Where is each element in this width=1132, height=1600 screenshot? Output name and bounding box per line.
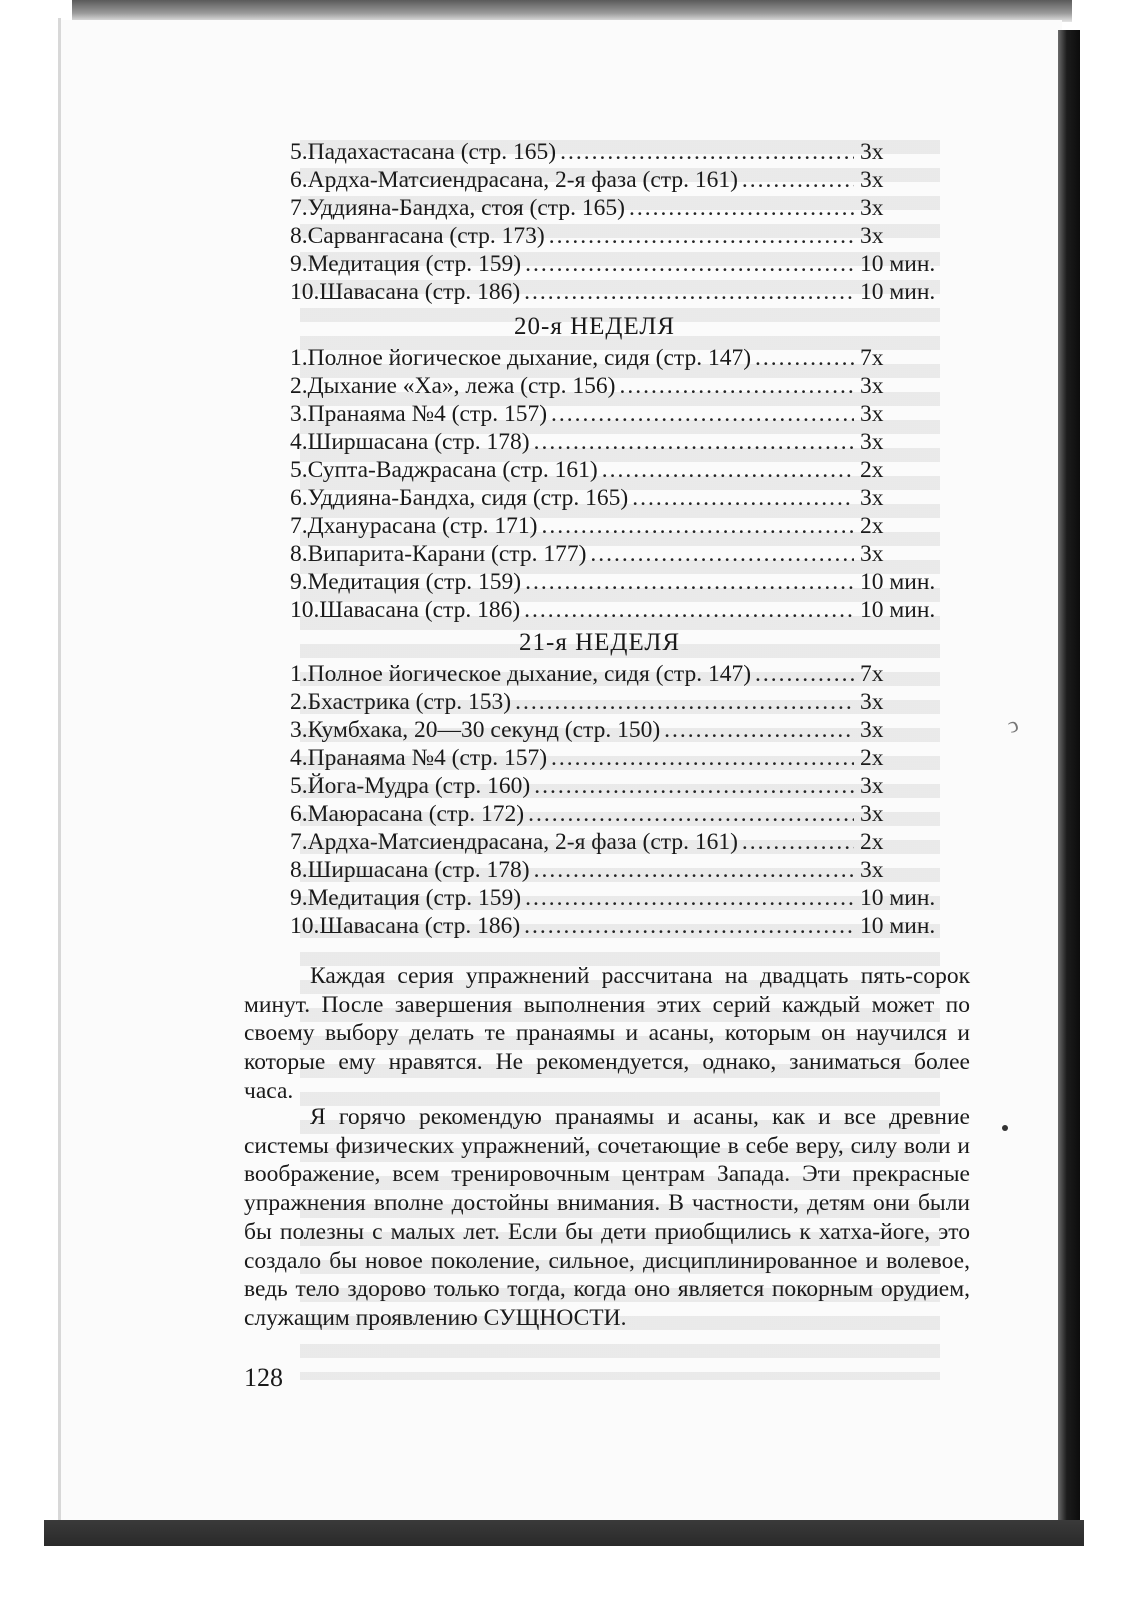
exercise-duration: 10 мин. bbox=[860, 597, 936, 623]
list-item bbox=[290, 884, 942, 912]
scan-right-edge bbox=[1058, 30, 1080, 1540]
dot-leader bbox=[755, 660, 854, 688]
list-item bbox=[290, 568, 942, 596]
list-item bbox=[290, 540, 942, 568]
page-number: 128 bbox=[244, 1363, 283, 1392]
list-item bbox=[290, 716, 942, 744]
exercise-label: 6.Ардха-Матсиендрасана, 2-я фаза (стр. 161) bbox=[290, 167, 738, 193]
list-item bbox=[290, 194, 942, 222]
list-item bbox=[290, 428, 942, 456]
exercise-count: 3х bbox=[860, 857, 884, 883]
list-item bbox=[290, 856, 942, 884]
dot-leader bbox=[524, 596, 854, 624]
exercise-count: 7х bbox=[860, 345, 884, 371]
exercise-label: 10.Шавасана (стр. 186) bbox=[290, 913, 521, 939]
dot-leader bbox=[515, 688, 854, 716]
list-item bbox=[290, 800, 942, 828]
list-item bbox=[290, 456, 942, 484]
dot-leader bbox=[525, 250, 854, 278]
week-21-heading: 21-я НЕДЕЛЯ bbox=[519, 629, 681, 656]
list-item bbox=[290, 772, 942, 800]
list-item bbox=[290, 278, 942, 306]
exercise-label: 1.Полное йогическое дыхание, сидя (стр. 147) bbox=[290, 661, 752, 687]
list-item bbox=[290, 512, 942, 540]
exercise-label: 7.Уддияна-Бандха, стоя (стр. 165) bbox=[290, 195, 625, 221]
dot-leader bbox=[525, 884, 854, 912]
exercise-count: 3х bbox=[860, 429, 884, 455]
exercise-duration: 10 мин. bbox=[860, 251, 936, 277]
exercise-label: 6.Маюрасана (стр. 172) bbox=[290, 801, 525, 827]
exercise-duration: 10 мин. bbox=[860, 885, 936, 911]
list-item bbox=[290, 912, 942, 940]
exercise-duration: 10 мин. bbox=[860, 569, 936, 595]
exercise-label: 3.Кумбхака, 20—30 секунд (стр. 150) bbox=[290, 717, 661, 743]
exercise-count: 3х bbox=[860, 223, 884, 249]
exercise-count: 3х bbox=[860, 717, 884, 743]
exercise-count: 3х bbox=[860, 139, 884, 165]
exercise-label: 7.Ардха-Матсиендрасана, 2-я фаза (стр. 161) bbox=[290, 829, 738, 855]
dot-leader bbox=[525, 568, 854, 596]
exercise-duration: 10 мин. bbox=[860, 279, 936, 305]
dot-leader bbox=[755, 344, 854, 372]
dot-leader bbox=[742, 166, 854, 194]
list-item bbox=[290, 222, 942, 250]
exercise-label: 9.Медитация (стр. 159) bbox=[290, 885, 522, 911]
dot-leader bbox=[551, 744, 854, 772]
exercise-count: 3х bbox=[860, 401, 884, 427]
dot-leader bbox=[534, 856, 854, 884]
exercise-count: 2х bbox=[860, 513, 884, 539]
exercise-count: 3х bbox=[860, 773, 884, 799]
page-left-edge bbox=[58, 18, 61, 1528]
week-20-heading: 20-я НЕДЕЛЯ bbox=[514, 313, 676, 340]
dot-leader bbox=[524, 912, 854, 940]
dot-leader bbox=[620, 372, 854, 400]
exercise-label: 5.Йога-Мудра (стр. 160) bbox=[290, 773, 531, 799]
list-item bbox=[290, 250, 942, 278]
scan-bottom-edge bbox=[44, 1520, 1084, 1546]
dot-leader bbox=[560, 138, 854, 166]
list-item bbox=[290, 344, 942, 372]
exercise-label: 3.Пранаяма №4 (стр. 157) bbox=[290, 401, 548, 427]
exercise-count: 3х bbox=[860, 485, 884, 511]
exercise-label: 10.Шавасана (стр. 186) bbox=[290, 597, 521, 623]
dot-leader bbox=[534, 428, 854, 456]
dot-leader bbox=[551, 400, 854, 428]
list-item bbox=[290, 484, 942, 512]
exercise-label: 8.Випарита-Карани (стр. 177) bbox=[290, 541, 587, 567]
dot-leader bbox=[549, 222, 854, 250]
dot-leader bbox=[632, 484, 854, 512]
exercise-count: 3х bbox=[860, 801, 884, 827]
list-item bbox=[290, 596, 942, 624]
exercise-label: 10.Шавасана (стр. 186) bbox=[290, 279, 521, 305]
exercise-count: 3х bbox=[860, 689, 884, 715]
exercise-label: 7.Дханурасана (стр. 171) bbox=[290, 513, 538, 539]
list-item bbox=[290, 660, 942, 688]
paragraph-series-duration: Каждая серия упражнений рассчитана на двадцать пять-сорок минут. После завершения выполнения этих серий каждый может по своему выбору делать те пранаямы и асаны, которым он научился и которые ему нравятся. Не рекомендуется, однако, заниматься более часа. bbox=[244, 963, 970, 1104]
exercise-count: 2х bbox=[860, 745, 884, 771]
exercise-label: 1.Полное йогическое дыхание, сидя (стр. 147) bbox=[290, 345, 752, 371]
exercise-label: 6.Уддияна-Бандха, сидя (стр. 165) bbox=[290, 485, 629, 511]
exercise-count: 2х bbox=[860, 829, 884, 855]
list-item bbox=[290, 688, 942, 716]
exercise-label: 8.Ширшасана (стр. 178) bbox=[290, 857, 530, 883]
exercise-duration: 10 мин. bbox=[860, 913, 936, 939]
dot-leader bbox=[742, 828, 854, 856]
exercise-label: 5.Супта-Ваджрасана (стр. 161) bbox=[290, 457, 598, 483]
exercise-count: 3х bbox=[860, 167, 884, 193]
dot-leader bbox=[590, 540, 854, 568]
scan-speck bbox=[1002, 1125, 1008, 1131]
exercise-count: 3х bbox=[860, 541, 884, 567]
paragraph-recommendation: Я горячо рекомендую пранаямы и асаны, как и все древние системы физических упражнений, сочетающие в себе веру, силу воли и воображение, всем тренировочным центрам Запада. Эти прекрасные упражнения вполне достойны внимания. В частности, детям они были бы полезны с малых лет. Если бы дети приобщились к хатха-йоге, это создало бы новое поколение, сильное, дисциплинированное и волевое, ведь тело здорово только тогда, когда оно является покорным орудием, служащим проявлению СУЩНОСТИ. bbox=[244, 1104, 970, 1331]
dot-leader bbox=[528, 800, 854, 828]
exercise-count: 3х bbox=[860, 373, 884, 399]
list-item bbox=[290, 828, 942, 856]
dot-leader bbox=[524, 278, 854, 306]
dot-leader bbox=[602, 456, 854, 484]
list-item bbox=[290, 400, 942, 428]
list-item bbox=[290, 138, 942, 166]
exercise-count: 7х bbox=[860, 661, 884, 687]
exercise-count: 2х bbox=[860, 457, 884, 483]
exercise-label: 9.Медитация (стр. 159) bbox=[290, 251, 522, 277]
exercise-label: 4.Ширшасана (стр. 178) bbox=[290, 429, 530, 455]
list-item bbox=[290, 166, 942, 194]
scan-top-edge bbox=[72, 0, 1072, 22]
exercise-label: 9.Медитация (стр. 159) bbox=[290, 569, 522, 595]
exercise-label: 2.Бхастрика (стр. 153) bbox=[290, 689, 512, 715]
dot-leader bbox=[534, 772, 854, 800]
list-item bbox=[290, 744, 942, 772]
exercise-label: 8.Сарвангасана (стр. 173) bbox=[290, 223, 545, 249]
exercise-label: 5.Падахастасана (стр. 165) bbox=[290, 139, 557, 165]
list-item bbox=[290, 372, 942, 400]
exercise-label: 4.Пранаяма №4 (стр. 157) bbox=[290, 745, 548, 771]
exercise-label: 2.Дыхание «Ха», лежа (стр. 156) bbox=[290, 373, 616, 399]
dot-leader bbox=[541, 512, 854, 540]
dot-leader bbox=[629, 194, 854, 222]
pencil-mark-icon: ↄ bbox=[1003, 711, 1022, 738]
dot-leader bbox=[664, 716, 854, 744]
exercise-count: 3х bbox=[860, 195, 884, 221]
